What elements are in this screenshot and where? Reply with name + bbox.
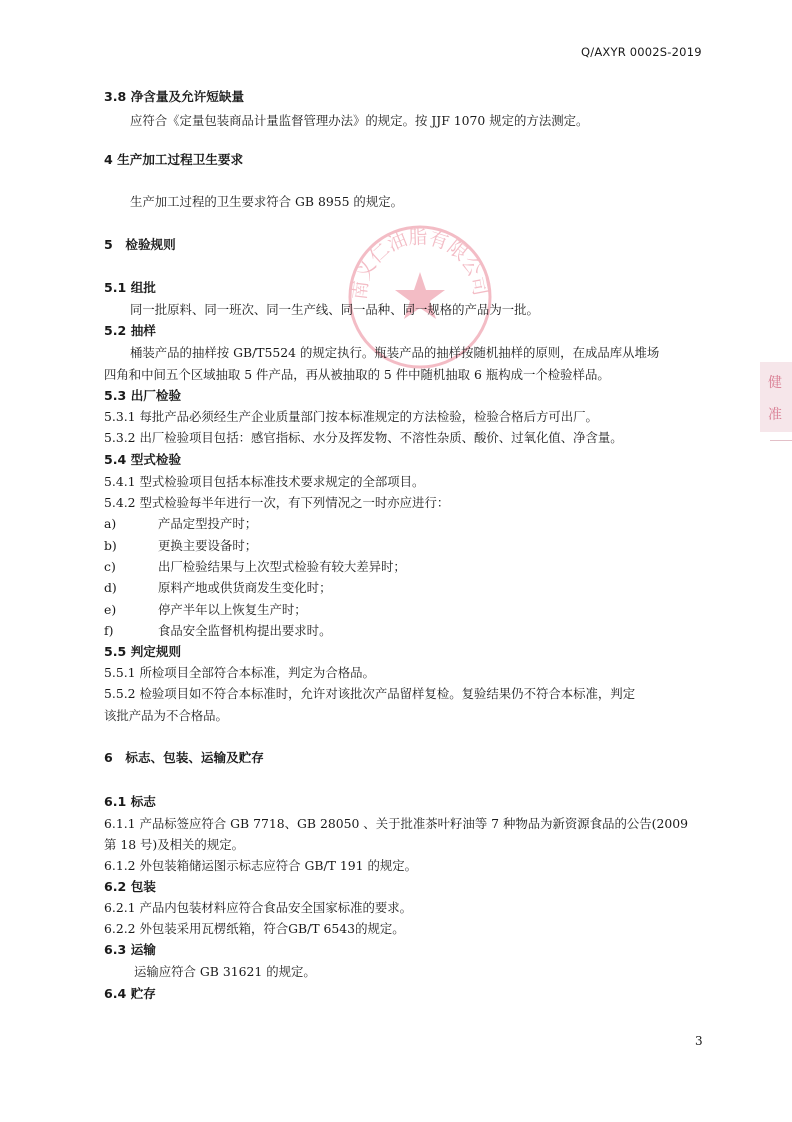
list-marker: b) [104,538,117,553]
list-item: 出厂检验结果与上次型式检验有较大差异时； [158,559,406,574]
paragraph-line: 5.3.2 出厂检验项目包括：感官指标、水分及挥发物、不溶性杂质、酸价、过氧化值、净含量。 [104,430,623,445]
section-5-heading: 5 检验规则 [104,237,176,252]
page-number: 3 [695,1034,703,1048]
paragraph-line: 6.2.2 外包装采用瓦楞纸箱，符合GB/T 6543的规定。 [104,921,405,936]
paragraph-line: 该批产品为不合格品。 [104,708,228,723]
paragraph-line: 6.2.1 产品内包装材料应符合食品安全国家标准的要求。 [104,900,413,915]
edge-tab-char: 准 [768,407,782,423]
paragraph-line: 5.5.1 所检项目全部符合本标准，判定为合格品。 [104,665,375,680]
section-4-heading: 4 生产加工过程卫生要求 [104,152,244,167]
svg-text:南义仁油脂有限公司: 南义仁油脂有限公司 [348,226,492,302]
paragraph-line: 应符合《定量包装商品计量监督管理办法》的规定。按 JJF 1070 规定的方法测定。 [130,113,589,128]
paragraph-line: 6.1.2 外包装箱储运图示标志应符合 GB/T 191 的规定。 [104,858,418,873]
paragraph-line: 第 18 号)及相关的规定。 [104,837,244,852]
list-marker: a) [104,516,117,531]
list-item: 停产半年以上恢复生产时； [158,602,307,617]
list-marker: e) [104,602,117,617]
paragraph-line: 6.1.1 产品标签应符合 GB 7718、GB 28050 、关于批准茶叶籽油等 7 种物品为新资源食品的公告(2009 [104,816,689,831]
section-6-2-heading: 6.2 包装 [104,879,156,894]
paragraph-line: 5.3.1 每批产品必须经生产企业质量部门按本标准规定的方法检验，检验合格后方可出厂。 [104,409,598,424]
section-5-2-heading: 5.2 抽样 [104,323,156,338]
paragraph-line: 5.4.1 型式检验项目包括本标准技术要求规定的全部项目。 [104,474,425,489]
list-item: 原料产地或供货商发生变化时； [158,580,332,595]
paragraph-line: 生产加工过程的卫生要求符合 GB 8955 的规定。 [130,194,403,209]
section-3-8-heading: 3.8 净含量及允许短缺量 [104,89,245,104]
edge-tab [760,362,792,432]
paragraph-line: 同一批原料、同一班次、同一生产线、同一品种、同一规格的产品为一批。 [130,302,539,317]
edge-divider [770,440,792,441]
edge-tab-char: 健 [768,375,782,391]
list-marker: f) [104,623,114,638]
section-5-1-heading: 5.1 组批 [104,280,156,295]
section-5-3-heading: 5.3 出厂检验 [104,388,182,403]
paragraph-line: 桶装产品的抽样按 GB/T5524 的规定执行。瓶装产品的抽样按随机抽样的原则，在成品库从堆场 [130,345,660,360]
paragraph-line: 5.4.2 型式检验每半年进行一次，有下列情况之一时亦应进行： [104,495,450,510]
section-5-5-heading: 5.5 判定规则 [104,644,182,659]
paragraph-line: 四角和中间五个区域抽取 5 件产品，再从被抽取的 5 件中随机抽取 6 瓶构成一个检验样品。 [104,367,610,382]
section-5-4-heading: 5.4 型式检验 [104,452,182,467]
standard-code: Q/AXYR 0002S-2019 [581,45,702,59]
section-6-1-heading: 6.1 标志 [104,794,156,809]
list-item: 食品安全监督机构提出要求时。 [158,623,332,638]
paragraph-line: 运输应符合 GB 31621 的规定。 [134,964,316,979]
paragraph-line: 5.5.2 检验项目如不符合本标准时，允许对该批次产品留样复检。复验结果仍不符合本标准，判定 [104,686,636,701]
section-6-heading: 6 标志、包装、运输及贮存 [104,750,264,765]
section-6-4-heading: 6.4 贮存 [104,986,156,1001]
list-marker: c) [104,559,116,574]
list-marker: d) [104,580,117,595]
section-6-3-heading: 6.3 运输 [104,942,156,957]
list-item: 更换主要设备时； [158,538,258,553]
list-item: 产品定型投产时； [158,516,258,531]
